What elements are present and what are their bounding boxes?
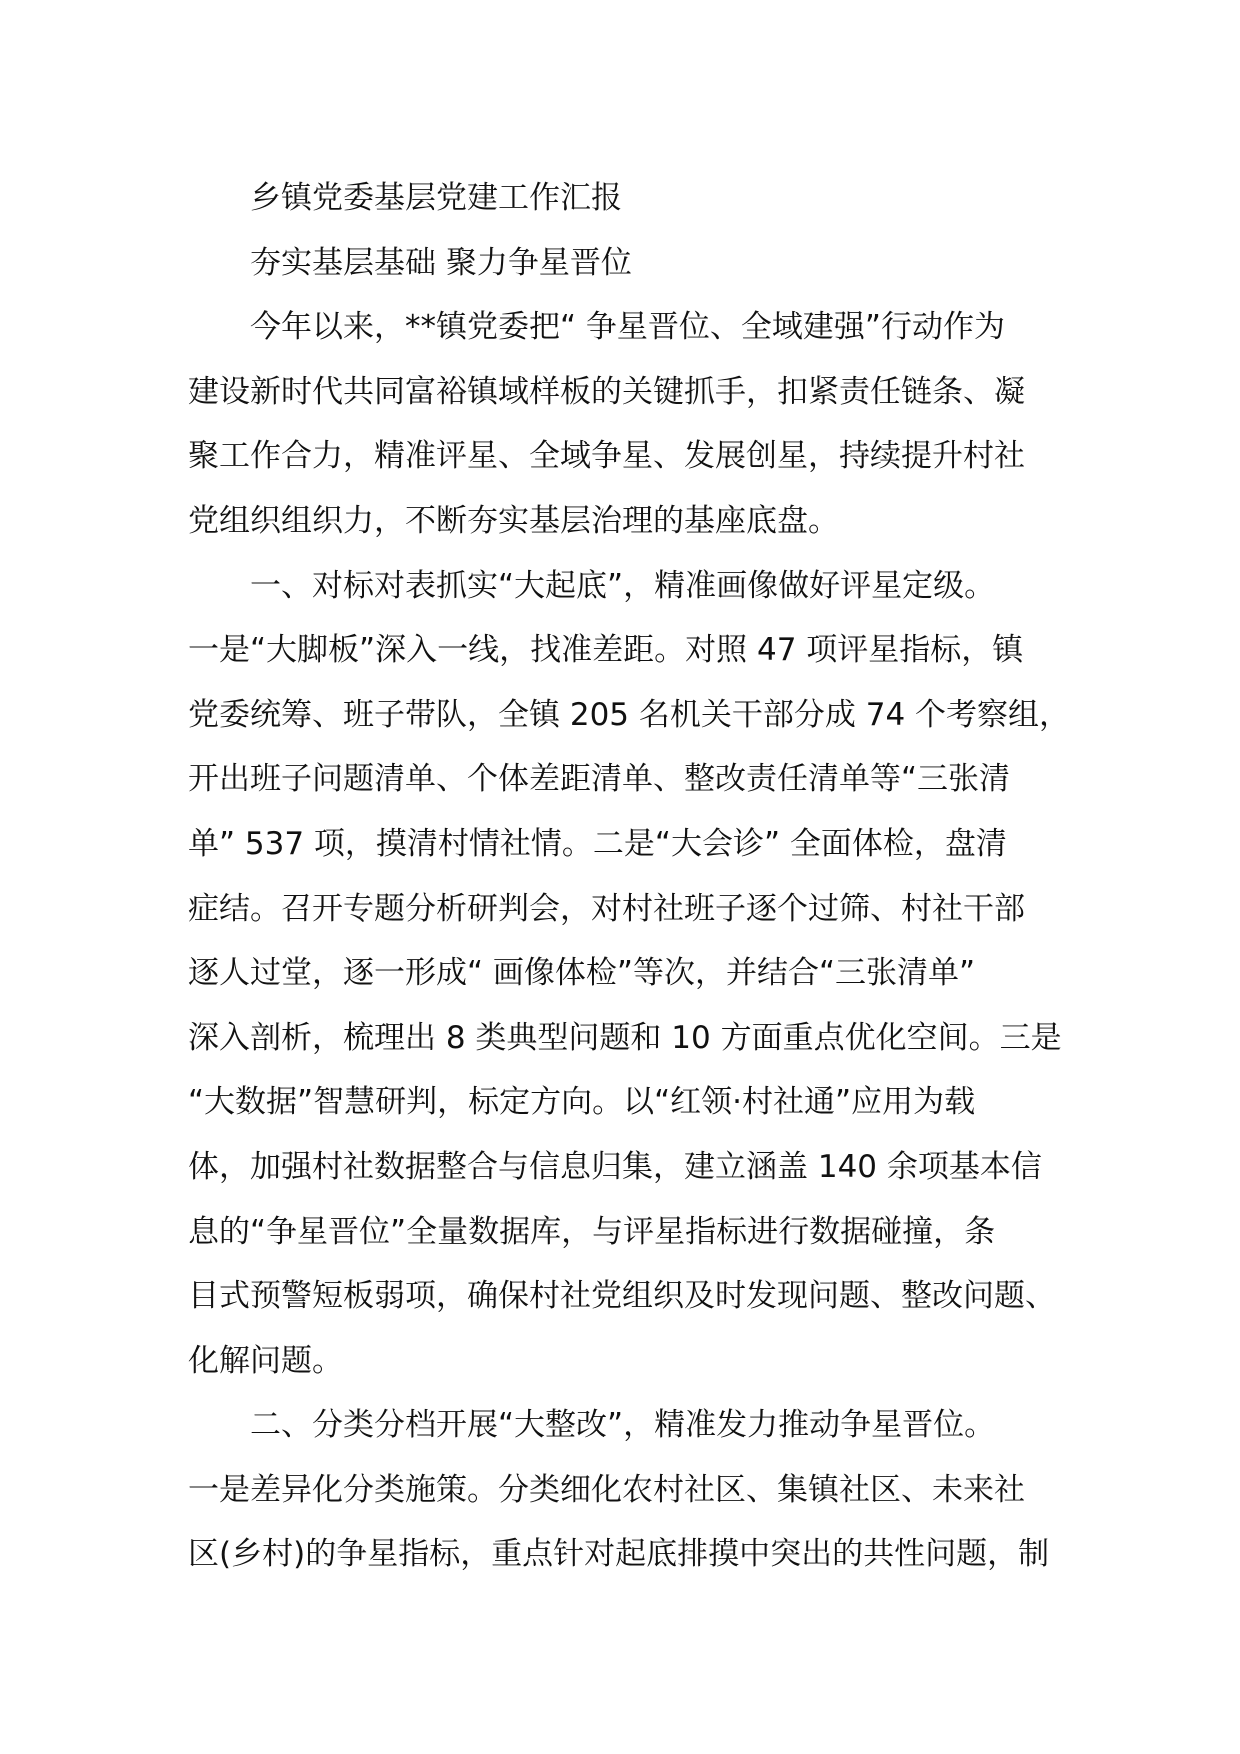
- section-heading: 一、对标对表抓实“大起底”，精准画像做好评星定级。: [250, 567, 996, 604]
- paragraph-line: 开出班子问题清单、个体差距清单、整改责任清单等“三张清: [188, 761, 1011, 798]
- paragraph-line: 一是“大脚板”深入一线，找准差距。对照 47 项评星指标，镇: [188, 632, 1024, 669]
- paragraph-line: 化解问题。: [188, 1342, 343, 1379]
- paragraph-line: 逐人过堂，逐一形成“ 画像体检”等次，并结合“三张清单”: [188, 955, 976, 992]
- paragraph-line: 建设新时代共同富裕镇域样板的关键抓手，扣紧责任链条、凝: [188, 373, 1025, 410]
- paragraph-line: 聚工作合力，精准评星、全域争星、发展创星，持续提升村社: [188, 438, 1025, 475]
- paragraph-line: 党委统筹、班子带队，全镇 205 名机关干部分成 74 个考察组，: [188, 696, 1071, 733]
- paragraph-line: 党组织组织力，不断夯实基层治理的基座底盘。: [188, 502, 839, 539]
- paragraph-line: 一是差异化分类施策。分类细化农村社区、集镇社区、未来社: [188, 1471, 1025, 1508]
- paragraph-line: 体，加强村社数据整合与信息归集，建立涵盖 140 余项基本信: [188, 1148, 1042, 1185]
- section-heading: 二、分类分档开展“大整改”，精准发力推动争星晋位。: [250, 1407, 996, 1444]
- paragraph-line: 区(乡村)的争星指标，重点针对起底排摸中突出的共性问题，制: [188, 1536, 1050, 1573]
- paragraph-line: 症结。召开专题分析研判会，对村社班子逐个过筛、村社干部: [188, 890, 1025, 927]
- paragraph-line: 今年以来，**镇党委把“ 争星晋位、全域建强”行动作为: [250, 309, 1005, 346]
- paragraph-line: 息的“争星晋位”全量数据库，与评星指标进行数据碰撞，条: [188, 1213, 996, 1250]
- paragraph-section-one: [188, 554, 1071, 1394]
- paragraph-line: 深入剖析，梳理出 8 类典型问题和 10 方面重点优化空间。三是: [188, 1019, 1062, 1056]
- document-title: 乡镇党委基层党建工作汇报: [250, 180, 622, 216]
- document-body: [188, 166, 1071, 1587]
- paragraph-line: 目式预警短板弱项，确保村社党组织及时发现问题、整改问题、: [188, 1278, 1056, 1315]
- paragraph-section-two: [188, 1393, 1058, 1587]
- paragraph-line: 单” 537 项，摸清村情社情。二是“大会诊” 全面体检，盘清: [188, 825, 1007, 862]
- document-subtitle: 夯实基层基础 聚力争星晋位: [250, 244, 632, 281]
- paragraph-line: “大数据”智慧研判，标定方向。以“红领·村社通”应用为载: [188, 1084, 976, 1121]
- paragraph-intro: [188, 295, 1058, 553]
